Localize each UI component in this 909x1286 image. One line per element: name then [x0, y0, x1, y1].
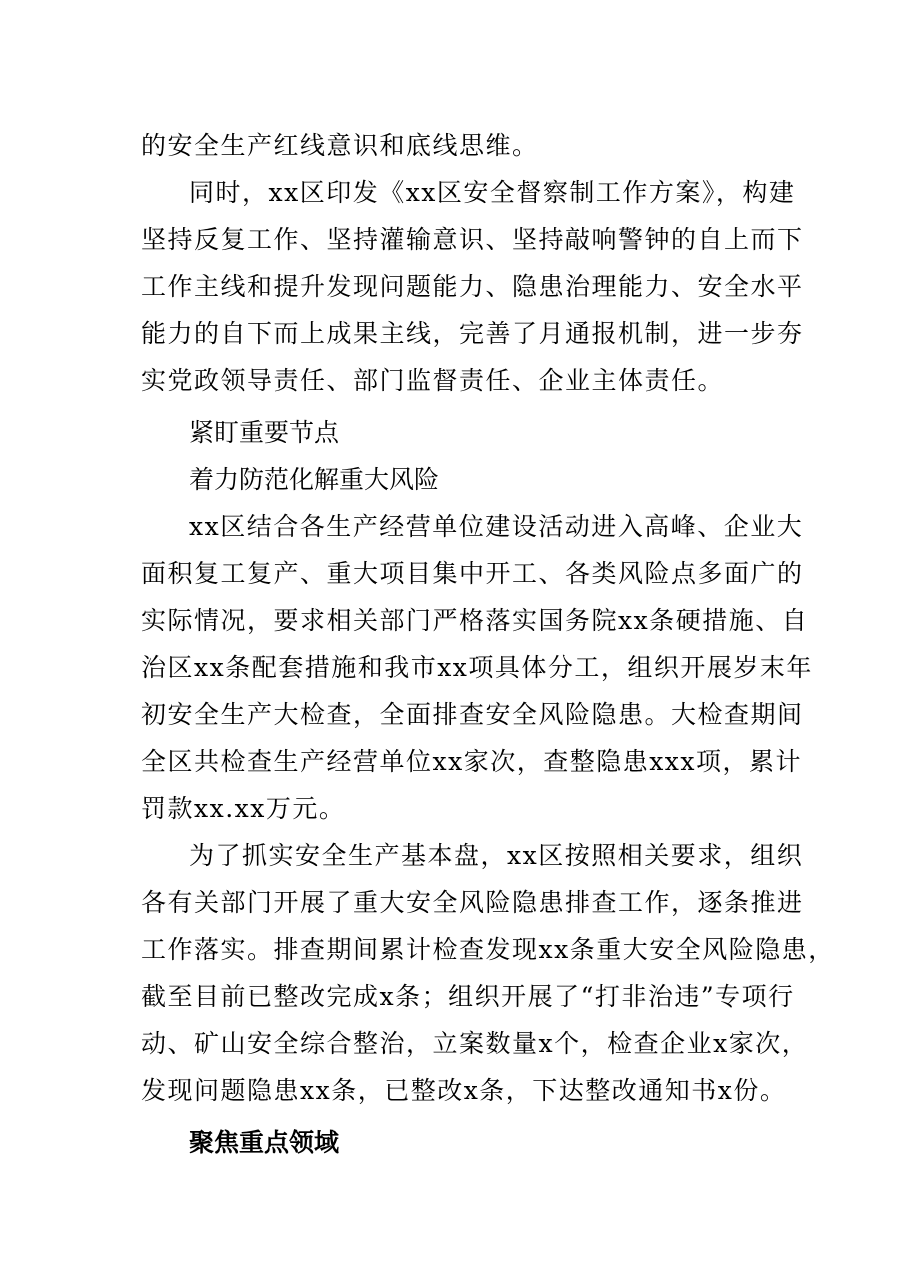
paragraph-line: 面积复工复产、重大项目集中开工、各类风险点多面广的 — [141, 559, 804, 588]
paragraph-line: 同时，xx区印发《xx区安全督察制工作方案》，构建 — [189, 178, 796, 207]
section-heading: 紧盯重要节点 — [189, 418, 340, 447]
paragraph-line: 为了抓实安全生产基本盘，xx区按照相关要求，组织 — [189, 841, 804, 870]
paragraph-line: 发现问题隐患xx条，已整改x条，下达整改通知书x份。 — [141, 1076, 787, 1105]
section-subheading: 着力防范化解重大风险 — [189, 465, 440, 494]
paragraph-line: 工作落实。排查期间累计检查发现xx条重大安全风险隐患， — [141, 935, 835, 964]
paragraph-line: 罚款xx.xx万元。 — [141, 794, 346, 823]
paragraph-line: 实党政领导责任、部门监督责任、企业主体责任。 — [141, 366, 725, 395]
paragraph-line: 能力的自下而上成果主线，完善了月通报机制，进一步夯 — [141, 319, 804, 348]
paragraph-line: 实际情况，要求相关部门严格落实国务院xx条硬措施、自 — [141, 606, 809, 635]
paragraph-line: 的安全生产红线意识和底线思维。 — [141, 131, 539, 160]
paragraph-line: xx区结合各生产经营单位建设活动进入高峰、企业大 — [189, 512, 804, 541]
paragraph-line: 工作主线和提升发现问题能力、隐患治理能力、安全水平 — [141, 272, 804, 301]
paragraph-line: 坚持反复工作、坚持灌输意识、坚持敲响警钟的自上而下 — [141, 225, 804, 254]
paragraph-line: 初安全生产大检查，全面排查安全风险隐患。大检查期间 — [141, 700, 804, 729]
paragraph-line: 全区共检查生产经营单位xx家次，查整隐患xxx项，累计 — [141, 747, 802, 776]
paragraph-line: 治区xx条配套措施和我市xx项具体分工，组织开展岁末年 — [141, 653, 813, 682]
paragraph-line: 各有关部门开展了重大安全风险隐患排查工作，逐条推进 — [141, 888, 804, 917]
paragraph-line: 截至目前已整改完成x条；组织开展了“打非治违”专项行 — [141, 982, 795, 1011]
paragraph-line: 动、矿山安全综合整治，立案数量x个，检查企业x家次， — [141, 1029, 809, 1058]
section-heading: 聚焦重点领域 — [189, 1128, 340, 1157]
